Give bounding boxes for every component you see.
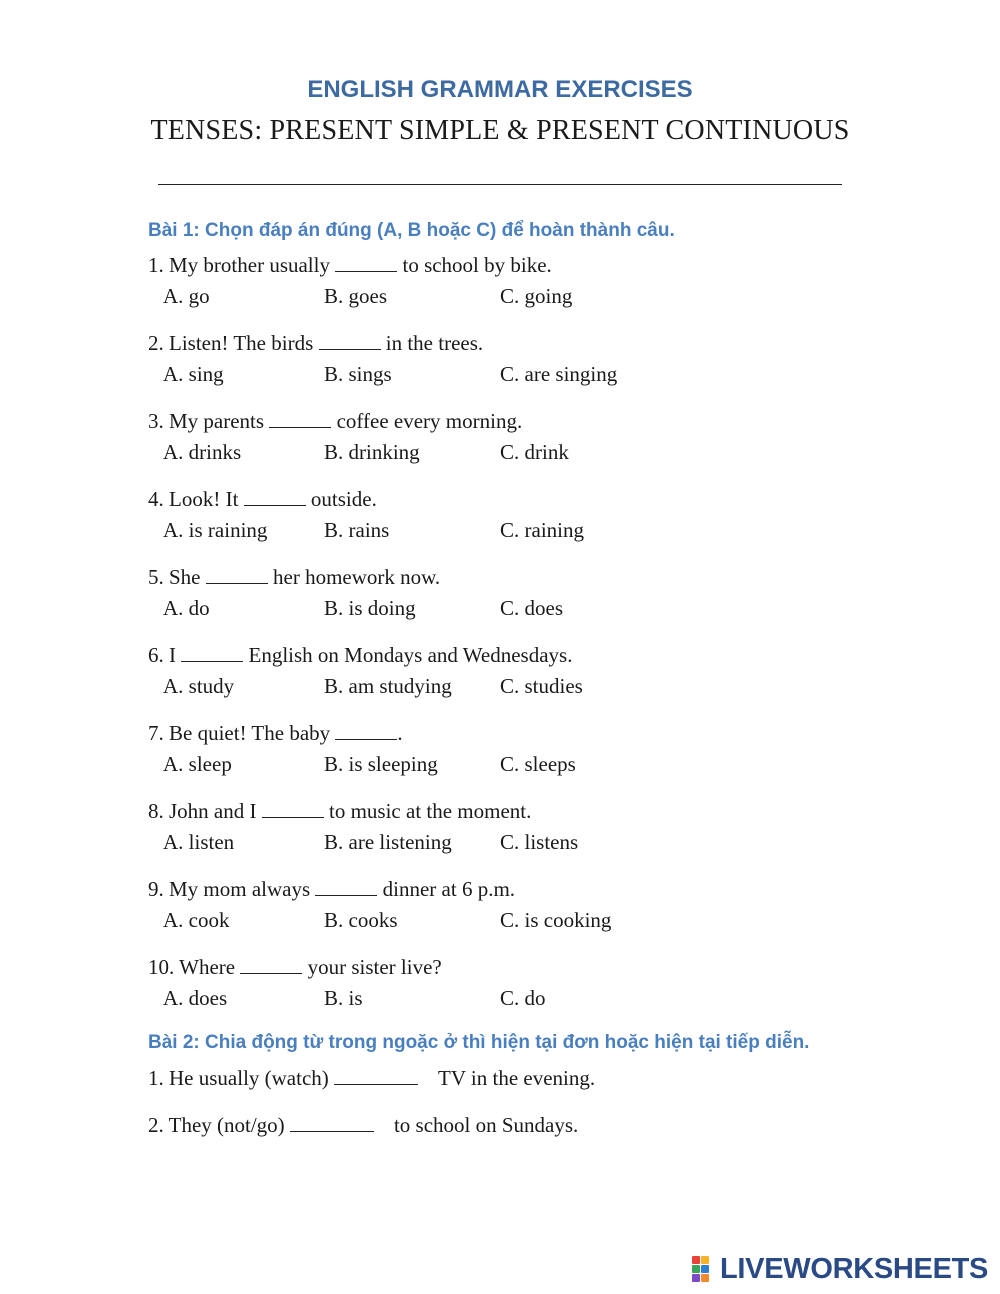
question-text: 2. Listen! The birds <box>148 331 319 355</box>
exercise-2-heading: Bài 2: Chia động từ trong ngoặc ở thì hiện tại đơn hoặc hiện tại tiếp diễn. <box>148 1032 810 1053</box>
answer-blank[interactable] <box>335 721 397 740</box>
answer-blank[interactable] <box>319 331 381 350</box>
exercise-1-heading: Bài 1: Chọn đáp án đúng (A, B hoặc C) để hoàn thành câu. <box>148 220 675 241</box>
option-c[interactable]: C. raining <box>500 518 584 542</box>
question-text: 8. John and I <box>148 799 262 823</box>
question-text: 1. My brother usually <box>148 253 336 277</box>
page-subtitle: TENSES: PRESENT SIMPLE & PRESENT CONTINUOUS <box>150 115 850 146</box>
logo-blocks-icon <box>692 1256 718 1282</box>
question-text: 6. I <box>148 643 182 667</box>
question-text-end: her homework now. <box>267 565 441 589</box>
option-b[interactable]: B. am studying <box>324 674 452 698</box>
answer-blank[interactable] <box>262 799 324 818</box>
fill-question-2 <box>148 1112 578 1138</box>
title-separator <box>158 184 842 185</box>
answer-blank[interactable] <box>269 409 331 428</box>
page-title: ENGLISH GRAMMAR EXERCISES <box>307 76 693 103</box>
question-text-end: in the trees. <box>380 331 484 355</box>
option-b[interactable]: B. is sleeping <box>324 752 438 776</box>
answer-blank[interactable] <box>206 565 268 584</box>
option-b[interactable]: B. cooks <box>324 908 398 932</box>
logo-text: LIVEWORKSHEETS <box>720 1252 989 1285</box>
question-text: 2. They (not/go) <box>148 1113 290 1137</box>
question-1 <box>148 252 552 278</box>
option-b[interactable]: B. drinking <box>324 440 420 464</box>
option-c[interactable]: C. are singing <box>500 362 618 386</box>
question-text-end: your sister live? <box>302 955 442 979</box>
question-text: 4. Look! It <box>148 487 244 511</box>
verb-answer-blank[interactable] <box>290 1113 374 1132</box>
option-c[interactable]: C. studies <box>500 674 583 698</box>
verb-answer-blank[interactable] <box>334 1066 418 1085</box>
question-7 <box>148 720 403 746</box>
option-a[interactable]: A. sing <box>163 362 224 386</box>
option-c[interactable]: C. does <box>500 596 563 620</box>
option-a[interactable]: A. listen <box>163 830 235 854</box>
question-text: 9. My mom always <box>148 877 316 901</box>
answer-blank[interactable] <box>244 487 306 506</box>
option-c[interactable]: C. going <box>500 284 573 308</box>
question-text-end: . <box>397 721 403 745</box>
option-b[interactable]: B. are listening <box>324 830 452 854</box>
option-a[interactable]: A. does <box>163 986 228 1010</box>
liveworksheets-logo <box>692 1254 988 1284</box>
option-c[interactable]: C. drink <box>500 440 569 464</box>
question-text: 5. She <box>148 565 206 589</box>
question-text-end: TV in the evening. <box>438 1066 596 1090</box>
question-text-end: coffee every morning. <box>331 409 523 433</box>
question-5 <box>148 564 440 590</box>
question-text-end: to music at the moment. <box>323 799 532 823</box>
option-a[interactable]: A. drinks <box>163 440 242 464</box>
option-c[interactable]: C. sleeps <box>500 752 576 776</box>
question-6 <box>148 642 572 668</box>
fill-question-1 <box>148 1065 595 1091</box>
answer-blank[interactable] <box>181 643 243 662</box>
question-text: 7. Be quiet! The baby <box>148 721 336 745</box>
option-a[interactable]: A. do <box>163 596 210 620</box>
option-c[interactable]: C. is cooking <box>500 908 612 932</box>
question-text-end: dinner at 6 p.m. <box>377 877 516 901</box>
answer-blank[interactable] <box>240 955 302 974</box>
question-3 <box>148 408 522 434</box>
option-a[interactable]: A. cook <box>163 908 230 932</box>
answer-blank[interactable] <box>335 253 397 272</box>
question-text-end: outside. <box>305 487 377 511</box>
option-a[interactable]: A. sleep <box>163 752 232 776</box>
question-text-end: English on Mondays and Wednesdays. <box>243 643 573 667</box>
question-text-end: to school on Sundays. <box>393 1113 579 1137</box>
option-c[interactable]: C. listens <box>500 830 579 854</box>
question-9 <box>148 876 515 902</box>
question-2 <box>148 330 483 356</box>
question-text-end: to school by bike. <box>397 253 552 277</box>
option-a[interactable]: A. go <box>163 284 210 308</box>
question-10 <box>148 954 442 980</box>
question-text: 3. My parents <box>148 409 270 433</box>
option-b[interactable]: B. is doing <box>324 596 416 620</box>
option-a[interactable]: A. is raining <box>163 518 268 542</box>
option-b[interactable]: B. goes <box>324 284 387 308</box>
question-4 <box>148 486 377 512</box>
question-text: 1. He usually (watch) <box>148 1066 335 1090</box>
option-b[interactable]: B. sings <box>324 362 392 386</box>
option-b[interactable]: B. is <box>324 986 363 1010</box>
question-8 <box>148 798 531 824</box>
option-a[interactable]: A. study <box>163 674 235 698</box>
option-c[interactable]: C. do <box>500 986 546 1010</box>
option-b[interactable]: B. rains <box>324 518 390 542</box>
answer-blank[interactable] <box>315 877 377 896</box>
question-text: 10. Where <box>148 955 241 979</box>
